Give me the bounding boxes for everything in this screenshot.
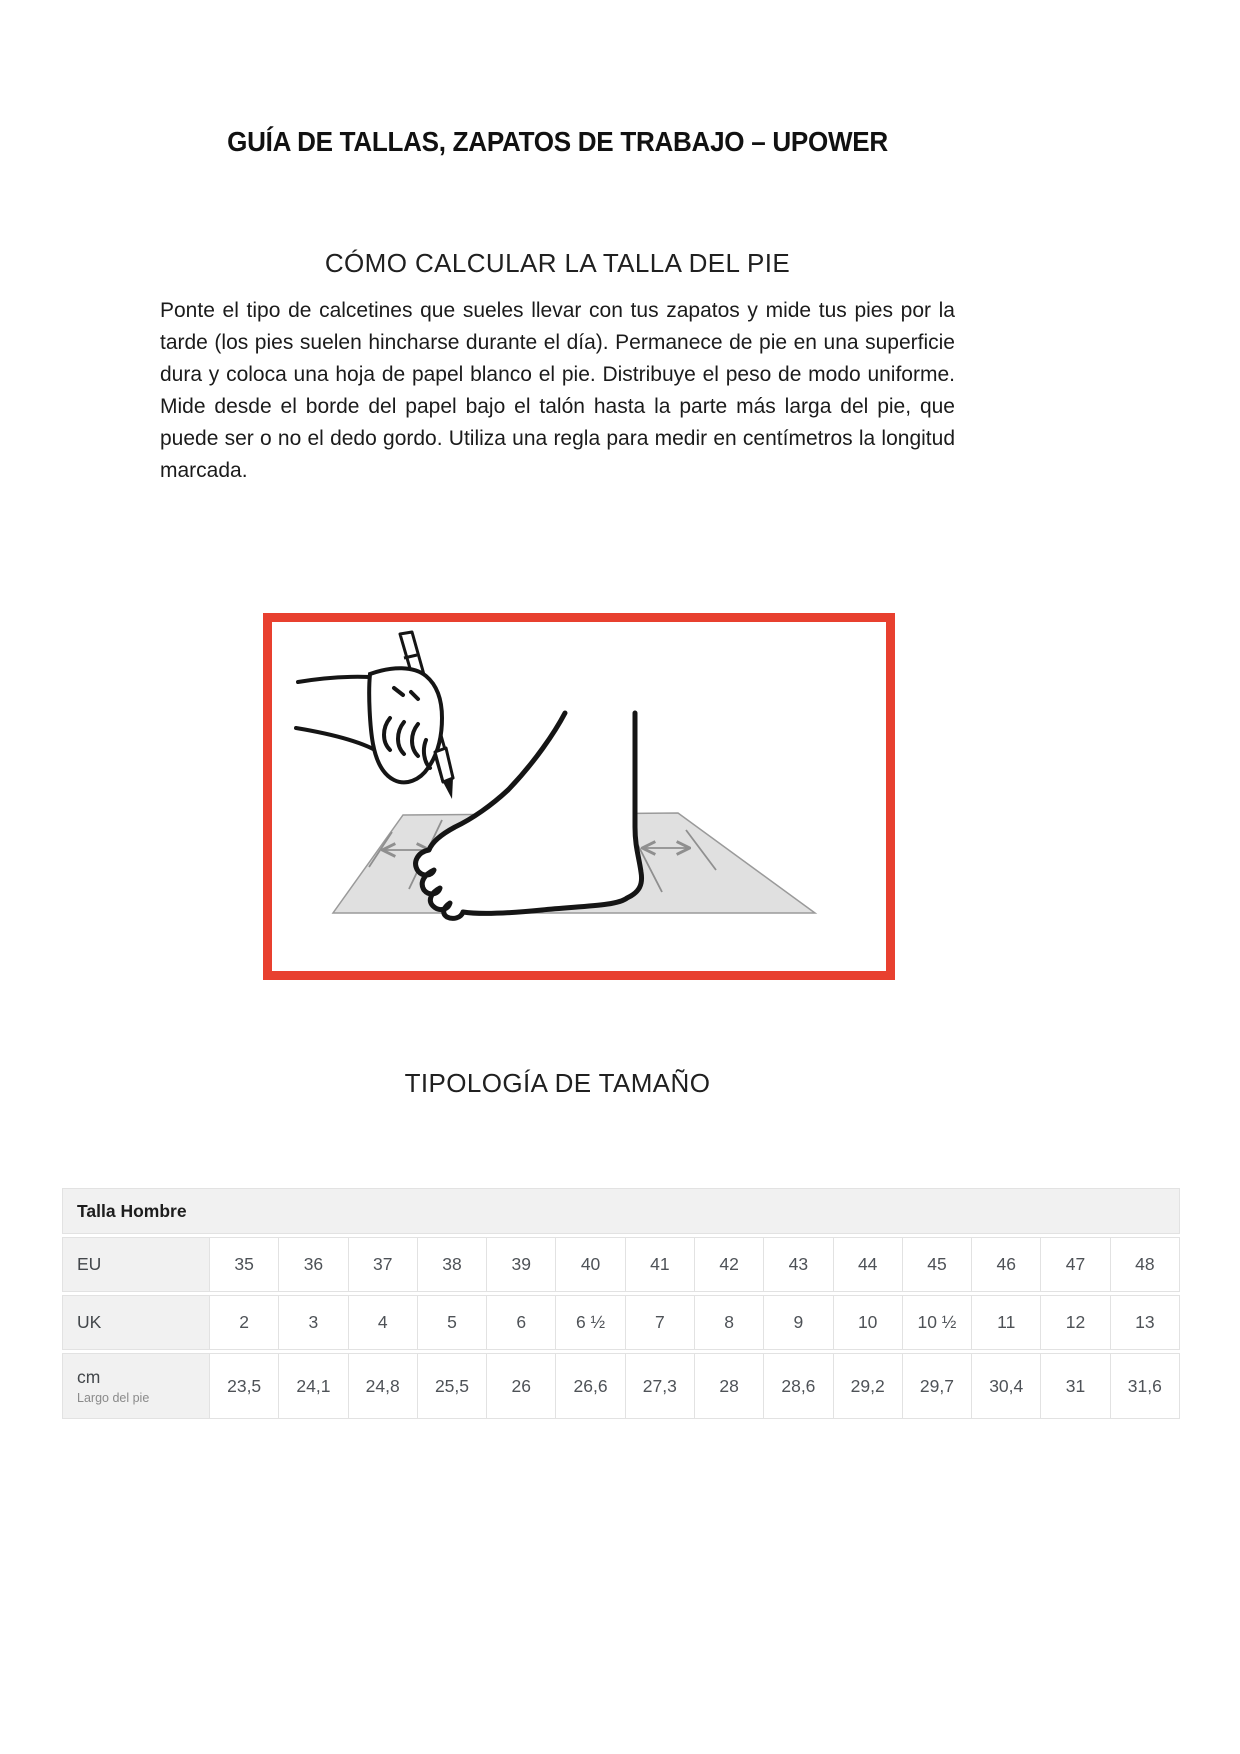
- size-value-cell: 5: [418, 1295, 487, 1350]
- size-value-cell: 40: [556, 1237, 625, 1292]
- size-value-cell: 31,6: [1111, 1353, 1180, 1419]
- size-value-cell: 48: [1111, 1237, 1180, 1292]
- size-value-cell: 47: [1041, 1237, 1110, 1292]
- section-heading-sizes: TIPOLOGÍA DE TAMAÑO: [404, 1068, 711, 1099]
- row-label-cm-sublabel: Largo del pie: [77, 1391, 150, 1406]
- size-value-cell: 35: [210, 1237, 279, 1292]
- hand-with-pencil: [296, 668, 442, 782]
- size-value-cell: 42: [695, 1237, 764, 1292]
- size-value-cell: 43: [764, 1237, 833, 1292]
- size-value-cell: 9: [764, 1295, 833, 1350]
- size-value-cell: 23,5: [210, 1353, 279, 1419]
- size-value-cell: 8: [695, 1295, 764, 1350]
- size-value-cell: 6 ½: [556, 1295, 625, 1350]
- size-value-cell: 30,4: [972, 1353, 1041, 1419]
- size-value-cell: 31: [1041, 1353, 1110, 1419]
- size-value-cell: 24,1: [279, 1353, 348, 1419]
- size-value-cell: 4: [349, 1295, 418, 1350]
- size-value-cell: 28,6: [764, 1353, 833, 1419]
- size-value-cell: 44: [834, 1237, 903, 1292]
- size-value-cell: 11: [972, 1295, 1041, 1350]
- page-title: GUÍA DE TALLAS, ZAPATOS DE TRABAJO – UPOWER: [227, 126, 888, 157]
- size-value-cell: 2: [210, 1295, 279, 1350]
- size-value-cell: 24,8: [349, 1353, 418, 1419]
- size-table-container: [62, 1185, 1240, 1422]
- table-title-cell: Talla Hombre: [62, 1188, 1180, 1234]
- size-value-cell: 37: [349, 1237, 418, 1292]
- size-value-cell: 6: [487, 1295, 556, 1350]
- row-label-uk: UK: [62, 1295, 210, 1350]
- size-value-cell: 38: [418, 1237, 487, 1292]
- size-value-cell: 28: [695, 1353, 764, 1419]
- size-value-cell: 46: [972, 1237, 1041, 1292]
- row-label-cm: [62, 1353, 210, 1419]
- size-value-cell: 10: [834, 1295, 903, 1350]
- foot-measuring-figure: [263, 613, 895, 980]
- size-value-cell: 25,5: [418, 1353, 487, 1419]
- table-row-uk: [62, 1295, 1180, 1350]
- foot-measuring-illustration: [272, 622, 886, 971]
- size-value-cell: 27,3: [626, 1353, 695, 1419]
- size-value-cell: 10 ½: [903, 1295, 972, 1350]
- row-label-eu: EU: [62, 1237, 210, 1292]
- table-header-row: [62, 1188, 1180, 1234]
- size-value-cell: 26: [487, 1353, 556, 1419]
- size-value-cell: 36: [279, 1237, 348, 1292]
- section-heading-measure: CÓMO CALCULAR LA TALLA DEL PIE: [324, 248, 791, 278]
- size-value-cell: 39: [487, 1237, 556, 1292]
- size-value-cell: 29,2: [834, 1353, 903, 1419]
- size-value-cell: 26,6: [556, 1353, 625, 1419]
- size-value-cell: 29,7: [903, 1353, 972, 1419]
- size-value-cell: 45: [903, 1237, 972, 1292]
- size-value-cell: 12: [1041, 1295, 1110, 1350]
- measure-instructions-paragraph: Ponte el tipo de calcetines que sueles llevar con tus zapatos y mide tus pies por la tarde (los pies suelen hincharse durante el día). Permanece de pie en una superficie dura y coloca una hoja de papel blanco el pie. Distribuye el peso de modo uniforme. Mide desde el borde del papel bajo el talón hasta la parte más larga del pie, que puede ser o no el dedo gordo. Utiliza una regla para medir en centímetros la longitud marcada.: [160, 299, 955, 483]
- pencil-tip: [435, 748, 453, 799]
- table-row-cm: [62, 1353, 1180, 1419]
- size-value-cell: 41: [626, 1237, 695, 1292]
- row-label-cm-text: cm: [77, 1367, 101, 1388]
- size-table: [62, 1185, 1180, 1422]
- size-value-cell: 3: [279, 1295, 348, 1350]
- size-value-cell: 7: [626, 1295, 695, 1350]
- size-value-cell: 13: [1111, 1295, 1180, 1350]
- table-row-eu: [62, 1237, 1180, 1292]
